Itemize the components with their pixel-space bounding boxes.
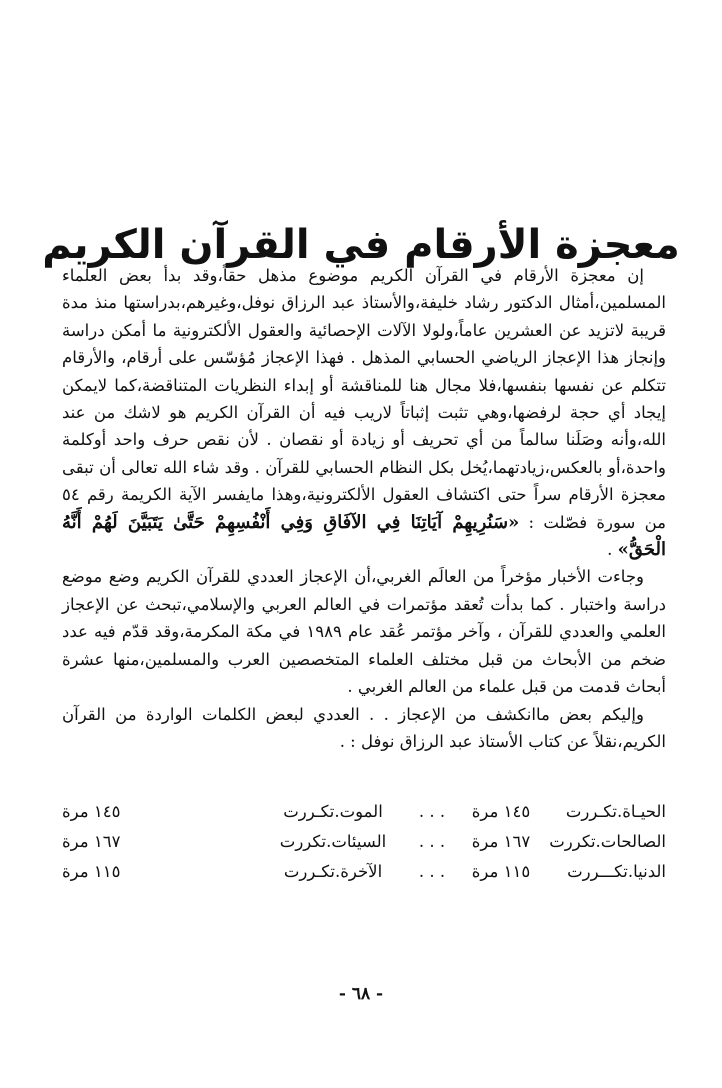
page-title: معجزة الأرقام في القرآن الكريم xyxy=(42,221,680,268)
paragraph-1-end: . xyxy=(607,540,618,560)
word-count-row xyxy=(62,796,666,826)
word-count-table xyxy=(62,796,666,886)
quran-verse: «سَنُرِيهِمْ آيَاتِنَا فِي الآفَاقِ وَفِي أَنْفُسِهِمْ حَتَّىٰ يَتَبَيَّنَ لَهُمْ أَنَّهُ الْحَقُّ» xyxy=(62,511,666,561)
paragraph-2: وجاءت الأخبار مؤخراً من العالَم الغربي،أن الإعجاز العددي للقرآن الكريم وضع موضع دراسة واختبار . كما بدأت تُعقد مؤتمرات في العالم العربي والإسلامي،تبحث عن الإعجاز العلمي والعددي للقرآن ، وآخر مؤتمر عُقد عام ١٩٨٩ في مكة المكرمة،وقد قدّم فيه عدد ضخم من الأبحاث من قبل مختلف العلماء المتخصصين العرب والمسلمين،منها عشرة أبحاث قدمت من قبل علماء من العالم الغربي . xyxy=(62,567,666,697)
word-count: ١١٥ مرة xyxy=(471,861,531,881)
opposite-word-label: السيئات.تكررت xyxy=(279,831,387,851)
word-label: الحيـاة.تكـررت xyxy=(565,801,666,821)
paragraph-3: وإليكم بعض ماانكشف من الإعجاز . . العددي لبعض الكلمات الواردة من القرآن الكريم،نقلاً عن كتاب الأستاذ عبد الرزاق نوفل : . xyxy=(62,704,666,751)
separator-dots: . . . xyxy=(418,861,446,881)
paragraph-1 xyxy=(62,262,666,563)
word-label: الدنيا.تكـــررت xyxy=(567,861,666,881)
opposite-word-label: الموت.تكـررت xyxy=(283,801,383,821)
opposite-word-label: الآخرة.تكـررت xyxy=(283,861,383,881)
opposite-word-count: ١١٥ مرة xyxy=(62,861,121,881)
paragraph-1-text: إن معجزة الأرقام في القرآن الكريم موضوع مذهل حقاً،وقد بدأ بعض العلماء المسلمين،أمثال الدكتور رشاد خليفة،والأستاذ عبد الرزاق نوفل،وغيرهم،بدراستها منذ مدة قريبة لاتزيد عن العشرين عاماً،ولولا الآلات الإحصائية والعقول الألكترونية ما أمكن دراسة وإنجاز هذا الإعجاز الرياضي الحسابي المذهل . فهذا الإعجاز مُؤسّس على أرقام، والأرقام تتكلم عن نفسها بنفسها،فلا مجال هنا للمناقشة أو إبداء النظريات المتناقضة،كما لايمكن إيجاد أي حجة لرفضها،وهي تثبت إثباتاً لاريب فيه أن القرآن الكريم هو لاشك من عند الله،وأنه وصَلَنا سالماً من أي تحريف أو زيادة أو نقصان . لأن نقص حرف واحد أوكلمة واحدة،أو بالعكس،زيادتهما،يُخل بكل النظام الحسابي للقرآن . وقد شاء الله تعالى أن تبقى معجزة الأرقام سراً حتى اكتشاف العقول الألكترونية،وهذا مايفسر الآية الكريمة رقم ٥٤ من سورة فصّلت : xyxy=(62,266,666,532)
separator-dots: . . . xyxy=(418,831,446,851)
word-count-row xyxy=(62,856,666,886)
body-text xyxy=(62,262,666,755)
separator-dots: . . . xyxy=(418,801,446,821)
word-count-row xyxy=(62,826,666,856)
word-label: الصالحات.تكررت xyxy=(549,831,666,851)
word-count: ١٤٥ مرة xyxy=(471,801,531,821)
page-number: - ٦٨ - xyxy=(338,984,384,1004)
opposite-word-count: ١٤٥ مرة xyxy=(62,801,121,821)
word-count: ١٦٧ مرة xyxy=(471,831,531,851)
opposite-word-count: ١٦٧ مرة xyxy=(62,831,121,851)
